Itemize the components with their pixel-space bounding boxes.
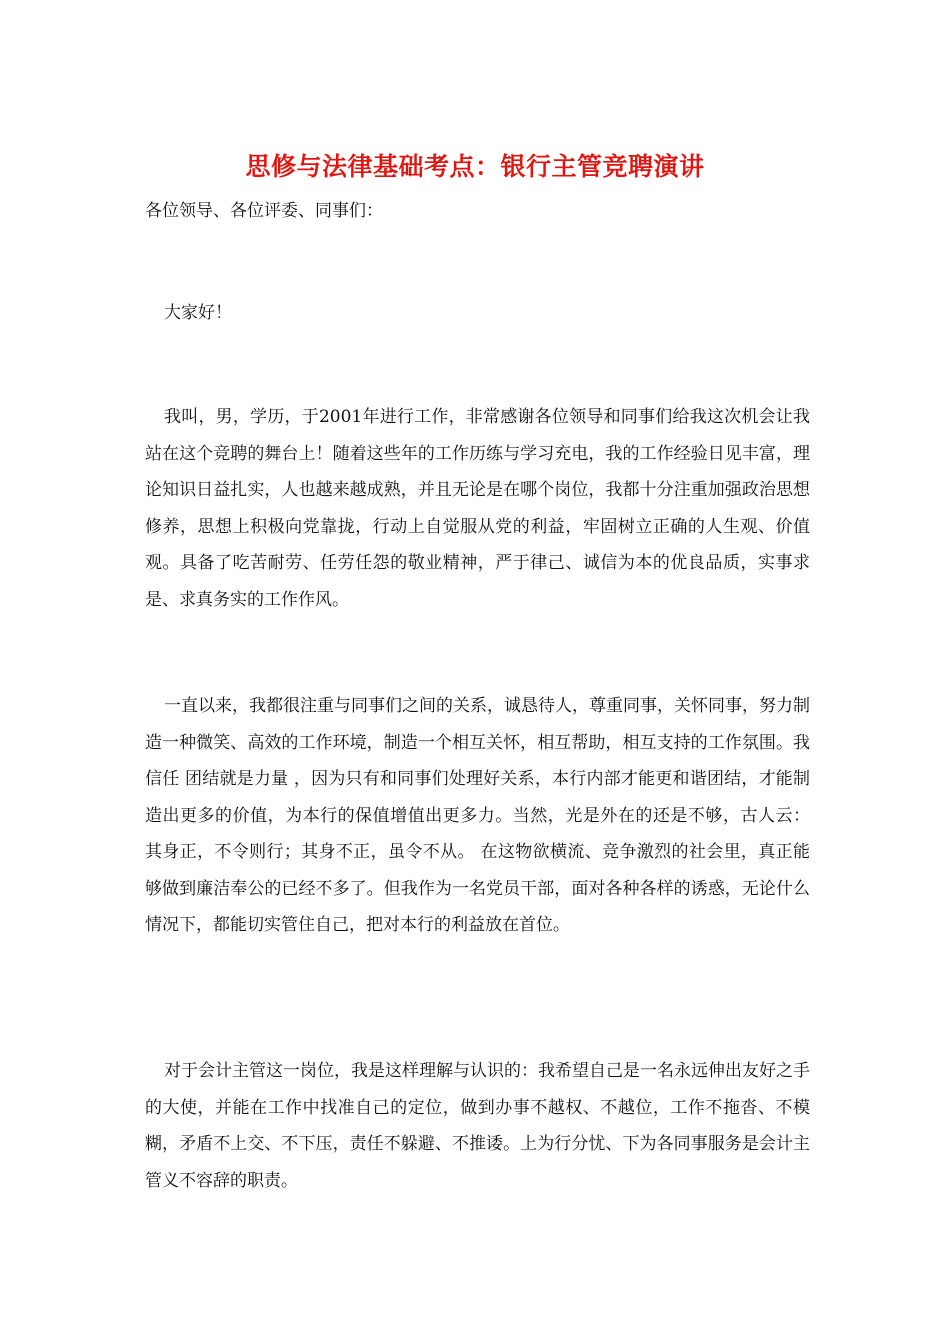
greeting: 大家好！: [164, 303, 232, 323]
paragraph-colleague-relations: 一直以来，我都很注重与同事们之间的关系，诚恳待人，尊重同事，关怀同事，努力制造一种微笑、高效的工作环境，制造一个相互关怀，相互帮助，相互支持的工作氛围。我信任 团结就是力量 ，因为只有和同事们处理好关系，本行内部才能更和谐团结，才能制造出更多的价值，为本行的保值增值出更多力。当然，光是外在的还是不够，古人云： 其身正，不令则行；其身不正，虽令不从。 在这物欲横流、竞争激烈的社会里，真正能够做到廉洁奉公的已经不多了。但我作为一名党员干部，面对各种各样的诱惑，无论什么情况下，都能切实管住自己，把对本行的利益放在首位。: [145, 696, 810, 935]
document-title: 思修与法律基础考点：银行主管竞聘演讲: [245, 152, 705, 181]
paragraph-self-introduction: 我叫，男，学历，于2001年进行工作，非常感谢各位领导和同事们给我这次机会让我站在这个竞聘的舞台上！随着这些年的工作历练与学习充电，我的工作经验日见丰富，理论知识日益扎实，人也越来越成熟，并且无论是在哪个岗位，我都十分注重加强政治思想修养，思想上积极向党靠拢，行动上自觉服从党的利益，牢固树立正确的人生观、价值观。具备了吃苦耐劳、任劳任怨的敬业精神，严于律己、诚信为本的优良品质，实事求是、求真务实的工作作风。: [145, 407, 810, 610]
paragraph-role-understanding: 对于会计主管这一岗位，我是这样理解与认识的：我希望自己是一名永远伸出友好之手的大使，并能在工作中找准自己的定位，做到办事不越权、不越位，工作不拖沓、不模糊，矛盾不上交、不下压，责任不躲避、不推诿。上为行分忧、下为各同事服务是会计主管义不容辞的职责。: [145, 1061, 810, 1191]
salutation: 各位领导、各位评委、同事们：: [145, 201, 383, 221]
